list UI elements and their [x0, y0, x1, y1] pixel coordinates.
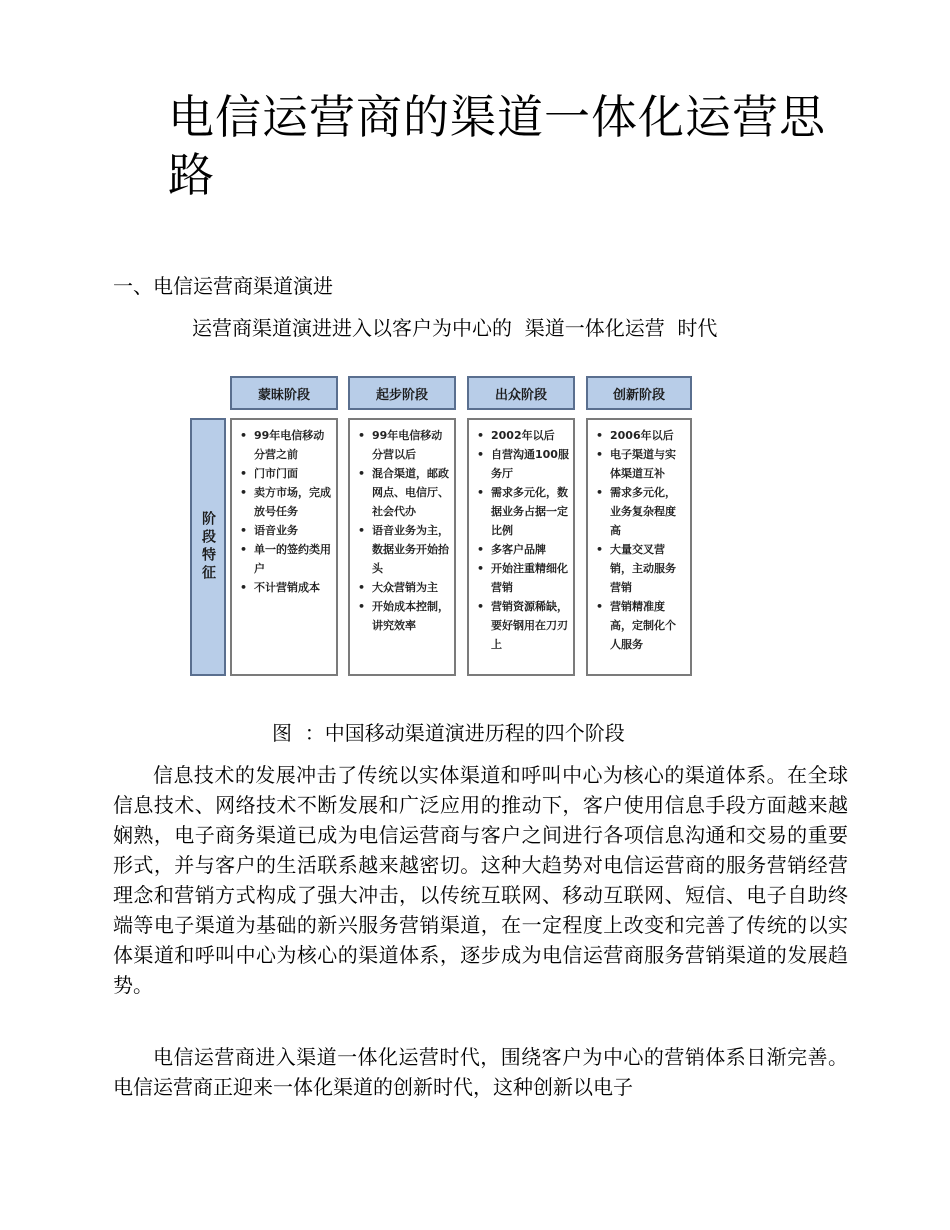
document-title: 电信运营商的渠道一体化运营思路: [168, 90, 826, 202]
stage-feature: • 2002年以后: [475, 426, 569, 445]
stage-feature: • 开始注重精细化营销: [475, 559, 569, 597]
stage-feature: • 电子渠道与实体渠道互补: [594, 445, 686, 483]
stage-header-3: 出众阶段: [467, 376, 575, 410]
body-paragraph-1: 信息技术的发展冲击了传统以实体渠道和呼叫中心为核心的渠道体系。在全球信息技术、网络技术不断发展和广泛应用的推动下，客户使用信息手段方面越来越娴熟，电子商务渠道已成为电信运营商与客户之间进行各项信息沟通和交易的重要形式，并与客户的生活联系越来越密切。这种大趋势对电信运营商的服务营销经营理念和营销方式构成了强大冲击，以传统互联网、移动互联网、短信、电子自助终端等电子渠道为基础的新兴服务营销渠道，在一定程度上改变和完善了传统的以实体渠道和呼叫中心为核心的渠道体系，逐步成为电信运营商服务营销渠道的发展趋势。: [113, 763, 848, 997]
stage-column-1: [230, 418, 338, 676]
stage-feature: • 不计营销成本: [238, 578, 332, 597]
stage-feature: • 大量交叉营销，主动服务营销: [594, 540, 686, 597]
stage-feature: • 语音业务为主，数据业务开始抬头: [356, 521, 450, 578]
stage-feature: • 混合渠道，邮政网点、电信厅、社会代办: [356, 464, 450, 521]
stage-feature: • 营销精准度高，定制化个人服务: [594, 597, 686, 654]
stage-feature: • 单一的签约类用户: [238, 540, 332, 578]
stage-feature: • 2006年以后: [594, 426, 686, 445]
stage-column-3: [467, 418, 575, 676]
stage-column-4: [586, 418, 692, 676]
stage-feature: • 门市门面: [238, 464, 332, 483]
channel-evolution-figure: [190, 376, 692, 676]
stage-feature: • 99年电信移动分营以后: [356, 426, 450, 464]
stage-feature: • 99年电信移动分营之前: [238, 426, 332, 464]
stage-header-1: 蒙昧阶段: [230, 376, 338, 410]
stage-column-2: [348, 418, 456, 676]
stage-feature: • 卖方市场，完成放号任务: [238, 483, 332, 521]
body-paragraph-2: 电信运营商进入渠道一体化运营时代，围绕客户为中心的营销体系日渐完善。电信运营商正迎来一体化渠道的创新时代，这种创新以电子: [113, 1045, 848, 1099]
stage-feature: • 开始成本控制，讲究效率: [356, 597, 450, 635]
section-heading: 一、电信运营商渠道演进: [113, 274, 333, 298]
stage-header-4: 创新阶段: [586, 376, 692, 410]
stage-feature: • 自营沟通100服务厅: [475, 445, 569, 483]
stage-feature: • 多客户品牌: [475, 540, 569, 559]
stage-header-2: 起步阶段: [348, 376, 456, 410]
figure-caption: 图 ：中国移动渠道演进历程的四个阶段: [272, 721, 625, 745]
stage-feature: • 营销资源稀缺，要好钢用在刀刃上: [475, 597, 569, 654]
stage-feature: • 需求多元化，业务复杂程度高: [594, 483, 686, 540]
stage-feature: • 语音业务: [238, 521, 332, 540]
stage-feature: • 大众营销为主: [356, 578, 450, 597]
stage-feature: • 需求多元化，数据业务占据一定比例: [475, 483, 569, 540]
stage-feature-label: 阶段特征: [190, 418, 226, 676]
section-subtitle: 运营商渠道演进进入以客户为中心的 渠道一体化运营 时代: [192, 316, 718, 340]
